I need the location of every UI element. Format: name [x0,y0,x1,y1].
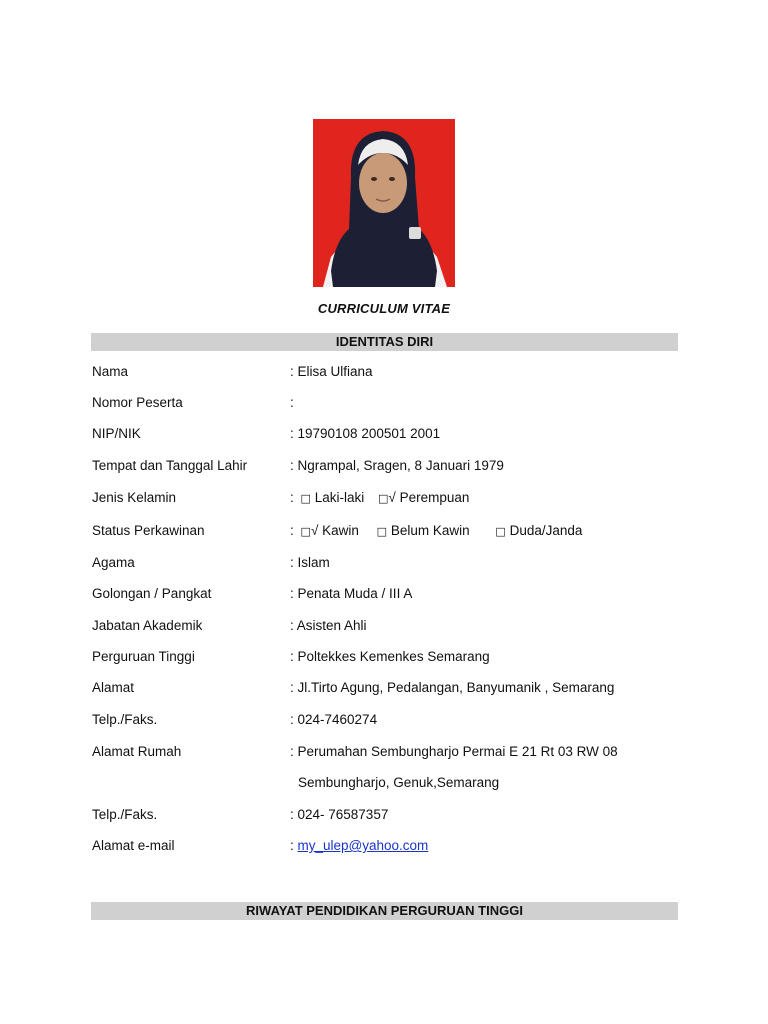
email-value [290,836,428,856]
ttl-value: : Ngrampal, Sragen, 8 Januari 1979 [290,458,504,473]
row-jabatan [92,616,692,636]
jabatan-label: Jabatan Akademik [92,618,203,633]
row-jenis-kelamin [92,488,692,508]
jenis-kelamin-value [290,488,469,509]
alamat-value: : Jl.Tirto Agung, Pedalangan, Banyumanik , Semarang [290,680,615,695]
option-text: Kawin [322,523,359,538]
alamat-rumah-value: : Perumahan Sembungharjo Permai E 21 Rt 03 RW 08 [290,744,618,759]
agama-value: : Islam [290,555,330,570]
row-email [92,836,692,856]
row-nomor-peserta [92,393,692,413]
nama-label: Nama [92,364,129,379]
nip-label: NIP/NIK [92,426,141,441]
status-value [290,521,582,542]
status-label: Status Perkawinan [92,523,205,538]
row-nip [92,424,692,444]
option-perempuan [378,488,469,509]
profile-photo [313,119,455,287]
jenis-kelamin-label: Jenis Kelamin [92,490,177,505]
row-alamat [92,678,692,698]
option-text: Duda/Janda [509,523,583,538]
row-alamat-rumah [92,742,692,762]
row-alamat-rumah-line2 [92,773,692,793]
option-kawin [301,521,359,542]
row-agama [92,553,692,573]
row-golongan [92,584,692,604]
checkbox-icon: □ [495,525,506,538]
alamat-rumah-value-line2: Sembungharjo, Genuk,Semarang [298,775,500,790]
row-telp-1 [92,710,692,730]
nomor-peserta-value: : [290,395,294,410]
checkbox-icon: □ [300,492,311,505]
row-telp-2 [92,805,692,825]
email-link[interactable]: my_ulep@yahoo.com [297,838,429,853]
golongan-label: Golongan / Pangkat [92,586,212,601]
option-laki-laki [301,488,365,509]
email-prefix: : [290,838,294,853]
alamat-label: Alamat [92,680,135,695]
agama-label: Agama [92,555,135,570]
alamat-rumah-label: Alamat Rumah [92,744,182,759]
golongan-value: : Penata Muda / III A [290,586,413,601]
checkbox-icon: □ [376,525,388,538]
checkbox-icon: □ [378,492,389,505]
status-prefix: : [290,523,294,538]
row-nama [92,362,692,382]
check-mark-icon: √ [388,490,396,505]
jabatan-value: : Asisten Ahli [290,618,367,633]
section-riwayat-pendidikan: RIWAYAT PENDIDIKAN PERGURUAN TINGGI [91,902,678,920]
option-text: Belum Kawin [390,523,470,538]
row-perguruan-tinggi [92,647,692,667]
row-ttl [92,456,692,476]
profile-photo-drawing [313,119,455,287]
option-belum-kawin [377,521,470,542]
row-status-perkawinan [92,521,692,541]
check-mark-icon: √ [310,523,319,538]
checkbox-icon: □ [300,525,311,538]
telp-1-label: Telp./Faks. [92,712,158,727]
pt-value: : Poltekkes Kemenkes Semarang [290,649,490,664]
nama-value: : Elisa Ulfiana [290,364,373,379]
ttl-label: Tempat dan Tanggal Lahir [92,458,248,473]
option-text: Perempuan [399,490,470,505]
email-label: Alamat e-mail [92,838,175,853]
nomor-peserta-label: Nomor Peserta [92,395,183,410]
pt-label: Perguruan Tinggi [92,649,195,664]
option-text: Laki-laki [314,490,365,505]
telp-1-value: : 024-7460274 [290,712,378,727]
telp-2-value: : 024- 76587357 [290,807,389,822]
nip-value: : 19790108 200501 2001 [290,426,441,441]
option-duda-janda [495,521,582,542]
telp-2-label: Telp./Faks. [92,807,158,822]
cv-title: CURRICULUM VITAE [317,301,451,316]
jenis-kelamin-prefix: : [290,490,294,505]
section-identitas-diri: IDENTITAS DIRI [91,333,678,351]
